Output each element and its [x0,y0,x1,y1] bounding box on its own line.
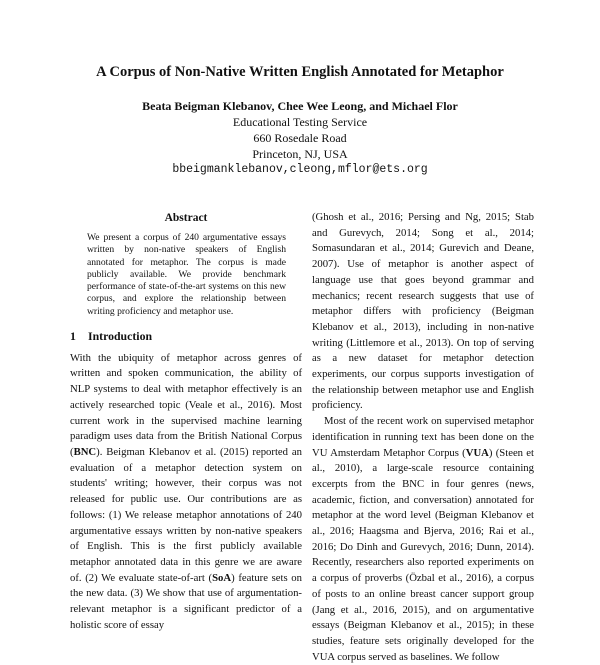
address-street: 660 Rosedale Road [253,131,347,145]
introduction-paragraph [70,351,302,634]
right-paragraph-2 [312,414,534,665]
right-text-2: ) (Steen et al., 2010), a large-scale resource containing excerpts from the BNC in four genres (news, academic, fiction, and conversation) annotated for metaphor at the word level (Beigman Klebanov et al., 2016; Haagsma and Bjerva, 2016; Rai et al., 2016; Do Dinh and Gurevych, 2016; Dunn, 2014). Recently, researchers also reported experiments on a corpus of proverbs (Özbal et al., 2016), a corpus of posts to an online breast cancer support group (Jang et al., 2016, 2015), and on argumentative essays (Beigman Klebanov et al., 2015); in these studies, feature sets originally developed for the VUA corpus served as baselines. We follow [312,446,535,663]
section-heading-introduction [70,329,302,345]
section-number: 1 [70,329,76,344]
author-names: Beata Beigman Klebanov, Chee Wee Leong, and Michael Flor [142,99,458,113]
right-paragraph-1: (Ghosh et al., 2016; Persing and Ng, 2015; Stab and Gurevych, 2014; Song et al., 2014; Somasundaran et al., 2014; Gurevich and Deane, 2007). Use of metaphor is another aspect of language use that goes beyond grammar and mechanics; recent research suggests that use of metaphor differs with proficiency (Beigman Klebanov et al., 2013), including in non-native writing (Littlemore et al., 2013). On top of serving as a new dataset for metaphor detection experiments, our corpus supports investigation of the relationship between metaphor use and English proficiency. [312,211,534,412]
affiliation: Educational Testing Service [232,115,368,129]
right-text-1: Most of the recent work on supervised metaphor identification in running text has been done on the VU Amsterdam Metaphor Corpus ( [312,415,534,459]
intro-text-1: With the ubiquity of metaphor across genres of written and spoken communication, the ability of NLP systems to deal with metaphor effectively is an actively researched topic (Veale et al., 2016). Most current work in the supervised machine learning paradigm uses data from the British National Corpus ( [70,351,302,458]
intro-text-2: ). Beigman Klebanov et al. (2015) reported an evaluation of a metaphor detection system on students' writing; however, their corpus was not released for public use. Our contributions are as follows: (1) We release metaphor annotations of 240 argumentative essays written by non-native speakers of English. This is the first publicly available metaphor annotated data in this genre we are aware of. (2) We evaluate state-of-art ( [70,446,302,584]
intro-bold-soa: SoA [212,571,232,584]
right-column [312,210,534,665]
author-emails: bbeigmanklebanov,cleong,mflor@ets.org [172,163,428,176]
intro-text-3: ) feature sets on the new data. (3) We show that use of argumentation-relevant metaphor is a significant predictor of a holistic score of essay [70,571,302,631]
intro-bold-bnc: BNC [73,446,97,458]
address-city: Princeton, NJ, USA [252,147,348,161]
paper-title: A Corpus of Non-Native Written English Annotated for Metaphor [96,64,504,80]
right-bold-vua: VUA [465,446,489,459]
section-title: Introduction [88,329,153,344]
left-column [70,210,302,633]
abstract-text: We present a corpus of 240 argumentative essays written by non-native speakers of English annotated for metaphor. The corpus is made publicly available. We provide benchmark performance of state-of-the-art systems on this new corpus, and explore the relationship between writing proficiency and metaphor use. [87,232,286,317]
abstract-heading: Abstract [164,212,208,224]
author-block [0,98,600,178]
